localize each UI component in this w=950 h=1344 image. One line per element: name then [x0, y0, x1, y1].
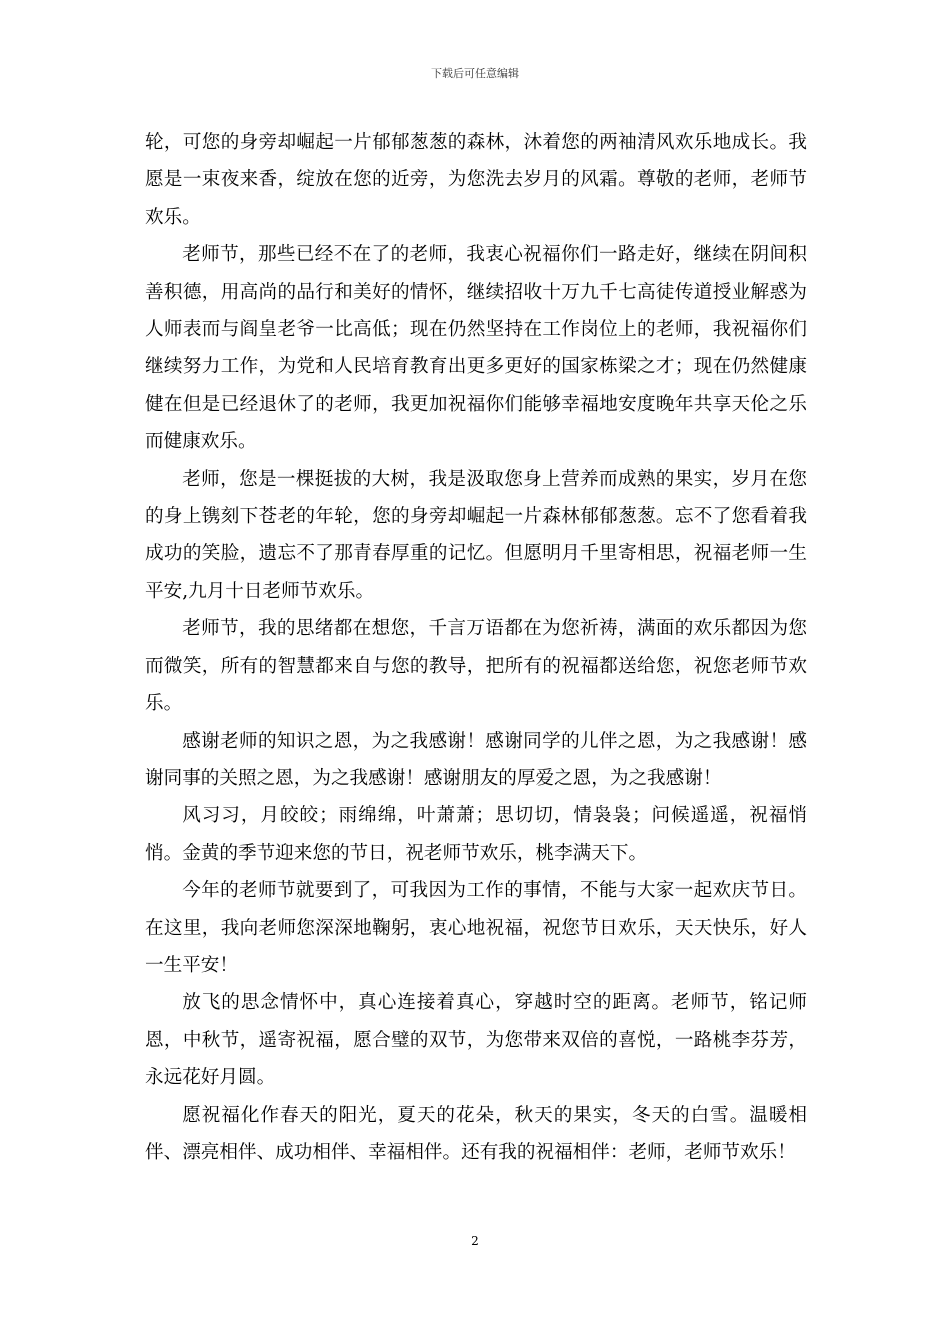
paragraph: 老师节，那些已经不在了的老师，我衷心祝福你们一路走好，继续在阴间积善积德，用高尚的品行和美好的情怀，继续招收十万九千七高徒传道授业解惑为人师表而与阎皇老爷一比高低；现在仍然坚持在工作岗位上的老师，我祝福你们继续努力工作，为党和人民培育教育出更多更好的国家栋梁之才；现在仍然健康健在但是已经退休了的老师，我更加祝福你们能够幸福地安度晚年共享天伦之乐而健康欢乐。	[145, 244, 807, 453]
page-header: 下载后可任意编辑	[431, 67, 519, 80]
paragraph: 今年的老师节就要到了，可我因为工作的事情，不能与大家一起欢庆节日。在这里，我向老师您深深地鞠躬，衷心地祝福，祝您节日欢乐，天天快乐，好人一生平安！	[145, 880, 807, 976]
paragraph: 老师节，我的思绪都在想您，千言万语都在为您祈祷，满面的欢乐都因为您而微笑，所有的智慧都来自与您的教导，把所有的祝福都送给您，祝您老师节欢乐。	[145, 618, 807, 715]
paragraph-continued: 轮，可您的身旁却崛起一片郁郁葱葱的森林，沐着您的两袖清风欢乐地成长。我愿是一束夜来香，绽放在您的近旁，为您洗去岁月的风霜。尊敬的老师，老师节欢乐。	[145, 132, 807, 228]
paragraph: 放飞的思念情怀中，真心连接着真心，穿越时空的距离。老师节，铭记师恩，中秋节，遥寄祝福，愿合璧的双节，为您带来双倍的喜悦，一路桃李芬芳，永远花好月圆。	[145, 992, 807, 1089]
page-number: 2	[471, 1234, 479, 1248]
paragraph: 老师，您是一棵挺拔的大树，我是汲取您身上营养而成熟的果实，岁月在您的身上镌刻下苍老的年轮，您的身旁却崛起一片森林郁郁葱葱。忘不了您看着我成功的笑脸，遗忘不了那青春厚重的记忆。但愿明月千里寄相思，祝福老师一生平安,九月十日老师节欢乐。	[145, 468, 807, 602]
paragraph: 愿祝福化作春天的阳光，夏天的花朵，秋天的果实，冬天的白雪。温暖相伴、漂亮相伴、成功相伴、幸福相伴。还有我的祝福相伴：老师，老师节欢乐！	[145, 1104, 807, 1163]
document-body	[145, 124, 807, 1171]
paragraph: 感谢老师的知识之恩，为之我感谢！感谢同学的儿伴之恩，为之我感谢！感谢同事的关照之恩，为之我感谢！感谢朋友的厚爱之恩，为之我感谢！	[145, 730, 807, 789]
paragraph: 风习习，月皎皎；雨绵绵，叶萧萧；思切切，情袅袅；问候遥遥，祝福悄悄。金黄的季节迎来您的节日，祝老师节欢乐，桃李满天下。	[145, 805, 807, 864]
